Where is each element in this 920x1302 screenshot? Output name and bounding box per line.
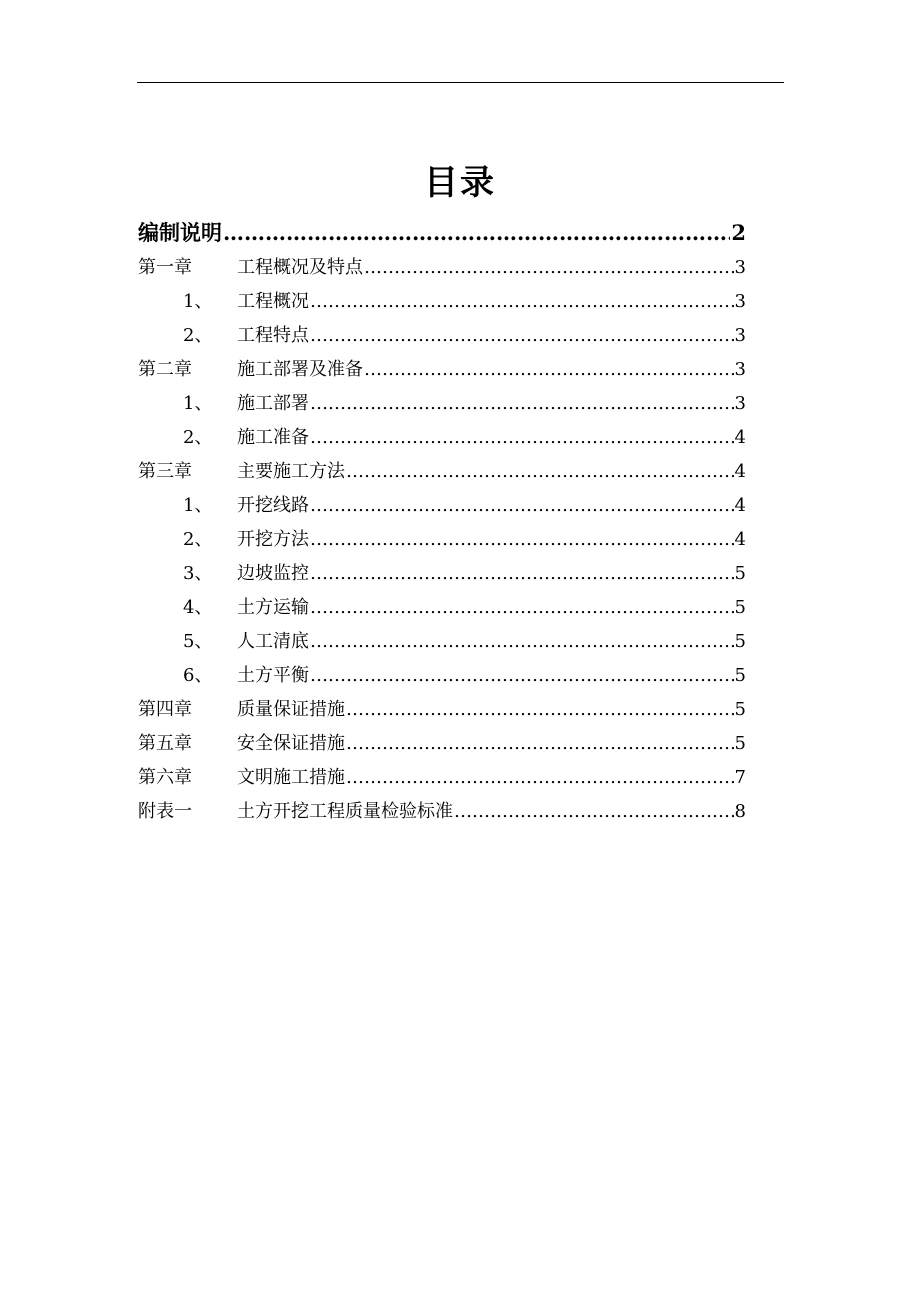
toc-entry-title: 工程特点: [237, 325, 309, 346]
toc-dot-leader: [310, 489, 734, 523]
toc-page-number: 8: [734, 801, 746, 822]
toc-chapter-number: 第四章: [138, 699, 192, 720]
toc-page-number: 4: [734, 461, 746, 482]
toc-page-number: 7: [734, 767, 746, 788]
toc-section-number: 6、: [183, 665, 213, 686]
toc-entry[interactable]: [138, 761, 746, 795]
toc-entry-title: 开挖线路: [237, 495, 309, 516]
toc-title: 目录: [424, 162, 496, 203]
toc-dot-leader: [364, 251, 734, 285]
toc-dot-leader: [310, 319, 734, 353]
toc-section-number: 1、: [183, 393, 213, 414]
toc-entry[interactable]: [138, 215, 746, 251]
toc-entry[interactable]: [138, 353, 746, 387]
toc-page-number: 3: [734, 291, 746, 312]
toc-chapter-number: 第六章: [138, 767, 192, 788]
toc-page-number: 5: [734, 597, 746, 618]
toc-entry[interactable]: [138, 727, 746, 761]
toc-page-number: 5: [734, 631, 746, 652]
toc-page-number: 5: [734, 699, 746, 720]
toc-section-number: 1、: [183, 495, 213, 516]
toc-entry-title: 施工部署: [237, 393, 309, 414]
toc-entry-title: 土方开挖工程质量检验标准: [237, 801, 453, 822]
toc-chapter-number: 第五章: [138, 733, 192, 754]
toc-section-number: 1、: [183, 291, 213, 312]
toc-entry-title: 施工准备: [237, 427, 309, 448]
toc-entry[interactable]: [138, 625, 746, 659]
table-of-contents: [138, 215, 746, 829]
toc-entry-title: 文明施工措施: [237, 767, 345, 788]
toc-entry-title: 工程概况及特点: [237, 257, 363, 278]
toc-entry[interactable]: [138, 251, 746, 285]
toc-entry[interactable]: [138, 523, 746, 557]
toc-dot-leader: [346, 727, 734, 761]
toc-entry-title: 土方运输: [237, 597, 309, 618]
toc-dot-leader: [310, 557, 734, 591]
toc-entry-title: 主要施工方法: [237, 461, 345, 482]
toc-page-number: 5: [734, 563, 746, 584]
toc-dot-leader: [310, 285, 734, 319]
toc-entry-title: 安全保证措施: [237, 733, 345, 754]
toc-entry-title: 开挖方法: [237, 529, 309, 550]
toc-entry-title: 人工清底: [237, 631, 309, 652]
toc-page-number: 4: [734, 495, 746, 516]
toc-entry[interactable]: [138, 319, 746, 353]
toc-entry[interactable]: [138, 489, 746, 523]
toc-entry[interactable]: [138, 591, 746, 625]
toc-section-number: 2、: [183, 427, 213, 448]
toc-page-number: 4: [734, 529, 746, 550]
toc-page-number: 5: [734, 733, 746, 754]
toc-dot-leader: [310, 625, 734, 659]
toc-page-number: 3: [734, 359, 746, 380]
toc-entry-title: 边坡监控: [237, 563, 309, 584]
toc-page-number: 2: [731, 220, 746, 245]
toc-page-number: 3: [734, 393, 746, 414]
toc-section-number: 2、: [183, 325, 213, 346]
toc-dot-leader: [223, 215, 730, 251]
toc-section-number: 2、: [183, 529, 213, 550]
toc-dot-leader: [346, 761, 734, 795]
toc-page-number: 5: [734, 665, 746, 686]
toc-entry[interactable]: [138, 455, 746, 489]
toc-dot-leader: [454, 795, 734, 829]
toc-entry[interactable]: [138, 693, 746, 727]
toc-dot-leader: [310, 387, 734, 421]
toc-chapter-number: 第二章: [138, 359, 192, 380]
toc-entry[interactable]: [138, 659, 746, 693]
toc-section-number: 3、: [183, 563, 213, 584]
header-rule: [137, 82, 784, 83]
toc-entry-title: 质量保证措施: [237, 699, 345, 720]
toc-entry[interactable]: [138, 795, 746, 829]
toc-entry[interactable]: [138, 557, 746, 591]
toc-entry[interactable]: [138, 285, 746, 319]
toc-page-number: 3: [734, 257, 746, 278]
toc-dot-leader: [346, 693, 734, 727]
toc-dot-leader: [310, 523, 734, 557]
toc-section-number: 5、: [183, 631, 213, 652]
toc-dot-leader: [310, 591, 734, 625]
toc-page-number: 4: [734, 427, 746, 448]
toc-dot-leader: [364, 353, 734, 387]
toc-entry[interactable]: [138, 421, 746, 455]
toc-chapter-number: 附表一: [138, 801, 192, 822]
toc-entry-title: 工程概况: [237, 291, 309, 312]
toc-dot-leader: [310, 659, 734, 693]
toc-entry-title: 编制说明: [138, 220, 222, 245]
toc-chapter-number: 第三章: [138, 461, 192, 482]
toc-entry-title: 施工部署及准备: [237, 359, 363, 380]
toc-page-number: 3: [734, 325, 746, 346]
toc-entry-title: 土方平衡: [237, 665, 309, 686]
toc-dot-leader: [310, 421, 734, 455]
toc-section-number: 4、: [183, 597, 213, 618]
toc-dot-leader: [346, 455, 734, 489]
toc-entry[interactable]: [138, 387, 746, 421]
toc-chapter-number: 第一章: [138, 257, 192, 278]
